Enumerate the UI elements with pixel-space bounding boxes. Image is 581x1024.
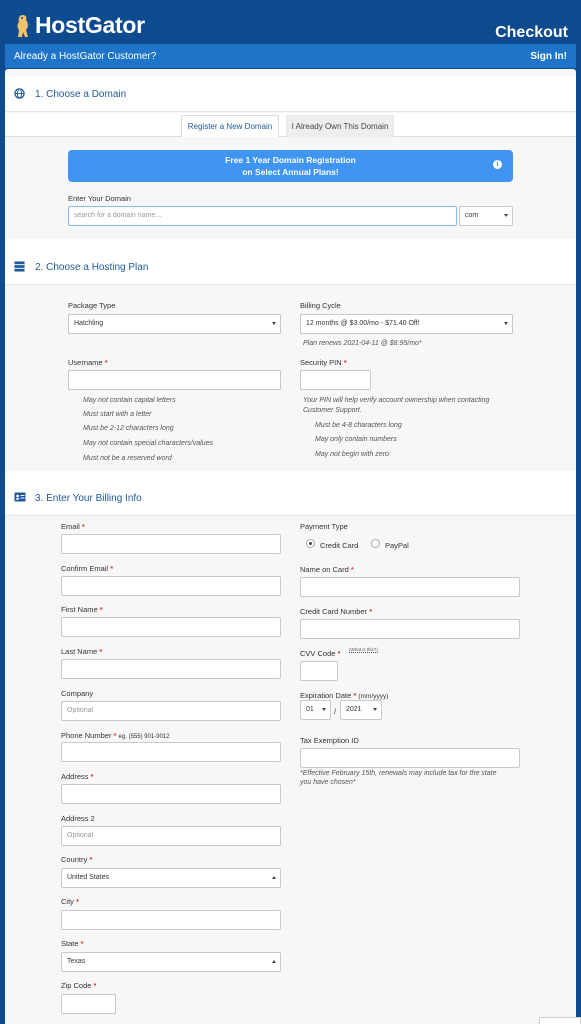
exp-month-value: 01 [306, 706, 314, 713]
confirm-email-label: Confirm Email * [61, 564, 114, 573]
address2-label: Address 2 [61, 814, 95, 823]
paypal-radio[interactable] [371, 539, 380, 548]
section-billing-header [5, 480, 576, 516]
credit-card-radio[interactable] [306, 539, 315, 548]
server-icon [14, 261, 25, 272]
address-label: Address * [61, 772, 94, 781]
tab-already-own-domain[interactable]: I Already Own This Domain [286, 115, 394, 137]
expiration-label: Expiration Date * (mm/yyyy) [300, 691, 389, 700]
tax-id-label: Tax Exemption ID [300, 736, 359, 745]
state-select[interactable] [61, 952, 281, 972]
payment-type-label: Payment Type [300, 522, 348, 531]
tax-note-line-2: you have chosen* [300, 779, 356, 786]
zip-input[interactable] [61, 994, 116, 1014]
billing-cycle-label: Billing Cycle [300, 301, 341, 310]
address-input[interactable] [61, 784, 281, 804]
exp-year-select[interactable] [340, 700, 382, 720]
company-input[interactable]: Optional [61, 701, 281, 721]
country-select[interactable] [61, 868, 281, 888]
section-domain-header [5, 76, 576, 112]
pin-rule: May only contain numbers [315, 436, 397, 443]
security-pin-label: Security PIN * [300, 358, 347, 367]
chevron-down-icon [504, 214, 508, 217]
username-rule: May not contain special characters/values [83, 440, 213, 447]
domain-promo-banner [68, 150, 513, 182]
pin-rule: May not begin with zero [315, 451, 389, 458]
username-rule: May not contain capital letters [83, 397, 176, 404]
chevron-down-icon [272, 322, 276, 325]
city-label: City * [61, 897, 79, 906]
email-input[interactable] [61, 534, 281, 554]
state-label: State * [61, 939, 84, 948]
gator-mascot-icon [14, 13, 32, 39]
cc-number-input[interactable] [300, 619, 520, 639]
paypal-label[interactable]: PayPal [385, 541, 409, 550]
cvv-input[interactable] [300, 661, 338, 681]
brand-name: HostGator [35, 12, 145, 38]
chevron-down-icon [322, 708, 326, 711]
state-value: Texas [67, 958, 86, 965]
exp-separator: / [334, 707, 337, 716]
globe-icon [14, 88, 25, 99]
company-label: Company [61, 689, 94, 698]
zip-label: Zip Code * [61, 981, 97, 990]
billing-cycle-value: 12 months @ $3.00/mo - $71.40 Off! [306, 320, 420, 327]
username-rule: Must start with a letter [83, 411, 152, 418]
tax-id-input[interactable] [300, 748, 520, 768]
pin-note-line-1: Your PIN will help verify account ownership when contacting [303, 397, 490, 404]
phone-input[interactable] [61, 742, 281, 762]
section-hosting-title: 2. Choose a Hosting Plan [35, 262, 149, 273]
address2-input[interactable]: Optional [61, 826, 281, 846]
exp-year-value: 2021 [346, 706, 362, 713]
credit-card-label[interactable]: Credit Card [320, 541, 359, 550]
username-input[interactable] [68, 370, 281, 390]
section-billing-title: 3. Enter Your Billing Info [35, 493, 142, 504]
username-rule: Must not be a reserved word [83, 455, 172, 462]
promo-line-2: on Select Annual Plans! [242, 167, 339, 177]
country-value: United States [67, 874, 110, 881]
package-type-value: Hatchling [74, 320, 104, 327]
first-name-label: First Name * [61, 605, 103, 614]
email-label: Email * [61, 522, 85, 531]
first-name-input[interactable] [61, 617, 281, 637]
sign-in-link[interactable]: Sign In! [530, 51, 567, 62]
exp-month-select[interactable] [300, 700, 331, 720]
section-domain-title: 1. Choose a Domain [35, 89, 127, 100]
pin-note-line-2: Customer Support. [303, 407, 362, 414]
username-label: Username * [68, 358, 108, 367]
cc-number-label: Credit Card Number * [300, 607, 373, 616]
chevron-down-icon [373, 708, 377, 711]
customer-bar [5, 44, 576, 68]
info-icon[interactable]: i [493, 160, 502, 169]
confirm-email-input[interactable] [61, 576, 281, 596]
last-name-input[interactable] [61, 659, 281, 679]
cvv-label: CVV Code * [300, 649, 341, 658]
enter-domain-label: Enter Your Domain [68, 194, 131, 203]
customer-question: Already a HostGator Customer? [14, 51, 157, 62]
tab-register-new-domain[interactable]: Register a New Domain [181, 115, 279, 137]
id-card-icon [14, 492, 26, 502]
chat-widget-button[interactable] [539, 1017, 581, 1024]
country-label: Country * [61, 855, 93, 864]
username-rule: Must be 2-12 characters long [83, 425, 174, 432]
phone-label: Phone Number * eg. (555) 901-9012 [61, 731, 170, 740]
chevron-up-icon [272, 876, 276, 879]
section-hosting-header [5, 249, 576, 285]
security-pin-input[interactable] [300, 370, 371, 390]
tax-note-line-1: *Effective February 15th, renewals may include tax for the state [300, 770, 497, 777]
header [0, 0, 581, 44]
package-type-label: Package Type [68, 301, 116, 310]
pin-rule: Must be 4-8 characters long [315, 422, 402, 429]
chevron-up-icon [272, 960, 276, 963]
chevron-down-icon [504, 322, 508, 325]
name-on-card-input[interactable] [300, 577, 520, 597]
checkout-panel [5, 69, 576, 1024]
plan-renew-note: Plan renews 2021-04-11 @ $8.95/mo* [303, 340, 422, 347]
brand-logo[interactable] [14, 12, 145, 39]
last-name-label: Last Name * [61, 647, 103, 656]
city-input[interactable] [61, 910, 281, 930]
domain-search-input[interactable]: search for a domain name... [68, 206, 457, 226]
page-title: Checkout [495, 24, 568, 41]
tld-select[interactable] [459, 206, 513, 226]
billing-cycle-select[interactable] [300, 314, 513, 334]
tld-value: com [465, 212, 479, 219]
package-type-select[interactable] [68, 314, 281, 334]
name-on-card-label: Name on Card * [300, 565, 354, 574]
cvv-help-link[interactable]: (What is this?) [349, 647, 378, 652]
promo-line-1: Free 1 Year Domain Registration [225, 155, 356, 165]
